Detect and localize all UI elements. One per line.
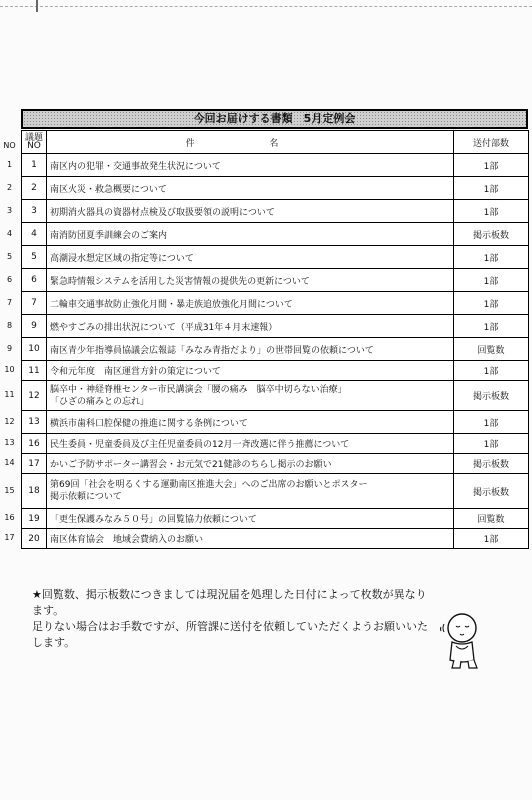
copies-cell: 回覧数 [454,338,529,361]
subject-cell: かいご予防サポーター講習会・お元気で21健診のちらし掲示のお願い [47,454,454,474]
side-no: 5 [6,251,13,261]
subject-cell: 民生委員・児童委員及び主任児童委員の12月一斉改選に伴う推薦について [47,434,454,454]
copies-cell: 1部 [454,269,529,292]
subject-cell: 「更生保護みなみ５０号」の回覧協力依頼について [47,509,454,529]
subject-cell: 高潮浸水想定区域の指定等について [47,246,454,269]
side-no: 13 [4,438,15,447]
notes [32,587,432,651]
copies-cell: 掲示板数 [454,474,529,509]
table-row [22,411,529,434]
subject-cell: 南消防団夏季訓練会のご案内 [47,223,454,246]
copies-cell: 1部 [454,315,529,338]
table-row [22,474,529,509]
table-header-row [22,131,529,154]
agenda-no-cell: 3 [22,200,47,223]
scan-edge-line [0,6,532,7]
table-row [22,269,529,292]
copies-cell: 1部 [454,292,529,315]
agenda-no-cell: 7 [22,292,47,315]
document-title: 今回お届けする書類 5月定例会 [21,109,528,129]
side-no: 15 [4,485,15,495]
copies-cell: 掲示板数 [454,454,529,474]
subject-cell: 緊急時情報システムを活用した災害情報の提供先の更新について [47,269,454,292]
side-no: 14 [4,458,15,467]
subject-cell: 南区青少年指導員協議会広報誌「みなみ青指だより」の世帯回覧の依頼について [47,338,454,361]
agenda-no-cell: 1 [22,154,47,177]
table-row [22,246,529,269]
side-no: 17 [4,533,15,542]
subject-header: 件 名 [47,131,454,154]
side-no: 8 [6,320,13,330]
table-row [22,509,529,529]
copies-cell: 掲示板数 [454,381,529,411]
copies-cell: 1部 [454,200,529,223]
documents-table [21,130,529,549]
subject-cell: 令和元年度 南区運営方針の策定について [47,361,454,381]
table-body [22,154,529,549]
side-no: 4 [6,228,13,238]
table-row [22,434,529,454]
subject-cell: 脳卒中・神経脊椎センター市民講演会「腰の痛み 脳卒中切らない治療」 「ひざの痛みとの忘れ」 [47,381,454,411]
note-line-1: ★回覧数、掲示板数につきましては現況届を処理した日付によって枚数が異なります。 [32,588,427,617]
subject-cell: 南区体育協会 地域会費納入のお願い [47,529,454,549]
agenda-no-header [22,131,47,154]
note-line-2: 足りない場合はお手数ですが、所管課に送付を依頼していただくようお願いいたします。 [32,620,428,649]
copies-cell: 1部 [454,361,529,381]
table-row [22,381,529,411]
copies-cell: 掲示板数 [454,223,529,246]
copies-cell: 回覧数 [454,509,529,529]
agenda-no-cell: 6 [22,269,47,292]
side-no: 7 [6,297,13,307]
subject-cell: 横浜市歯科口腔保健の推進に関する条例について [47,411,454,434]
side-no: 9 [6,343,13,353]
table-row [22,223,529,246]
side-no: 12 [4,416,15,426]
agenda-no-cell: 20 [22,529,47,549]
agenda-no-cell: 17 [22,454,47,474]
subject-cell: 南区火災・救急概要について [47,177,454,200]
table-row [22,292,529,315]
table-row [22,315,529,338]
copies-header: 送付部数 [454,131,529,154]
side-no: 10 [4,365,15,374]
agenda-no-cell: 13 [22,411,47,434]
side-no: 11 [4,390,15,399]
table-row [22,200,529,223]
table-row [22,338,529,361]
subject-cell: 南区内の犯罪・交通事故発生状況について [47,154,454,177]
copies-cell: 1部 [454,177,529,200]
agenda-no-cell: 19 [22,509,47,529]
agenda-no-cell: 11 [22,361,47,381]
side-no: 6 [6,274,13,284]
agenda-no-cell: 5 [22,246,47,269]
side-no: 3 [6,205,13,215]
agenda-no-cell: 18 [22,474,47,509]
side-no-header: NO [3,141,16,150]
agenda-no-cell: 9 [22,315,47,338]
side-no: 16 [4,513,15,522]
agenda-no-cell: 2 [22,177,47,200]
table-row [22,154,529,177]
subject-cell: 初期消火器具の資器材点検及び取扱要領の説明について [47,200,454,223]
agenda-no-cell: 12 [22,381,47,411]
subject-cell: 燃やすごみの排出状況について（平成31年４月末速報） [47,315,454,338]
copies-cell: 1部 [454,411,529,434]
bowing-mascot-icon [434,610,500,672]
side-no: 2 [6,182,13,192]
copies-cell: 1部 [454,529,529,549]
agenda-no-cell: 4 [22,223,47,246]
copies-cell: 1部 [454,434,529,454]
agenda-no-cell: 16 [22,434,47,454]
table-row [22,529,529,549]
copies-cell: 1部 [454,154,529,177]
subject-cell: 第69回「社会を明るくする運動南区推進大会」へのご出席のお願いとポスター 掲示依頼について [47,474,454,509]
agenda-no-cell: 10 [22,338,47,361]
agenda-no-header-label: 議題 NO [25,133,44,151]
subject-cell: 二輪車交通事故防止強化月間・暴走族追放強化月間について [47,292,454,315]
table-row [22,454,529,474]
table-row [22,361,529,381]
table-row [22,177,529,200]
side-no: 1 [6,159,13,169]
scan-mark [36,0,38,12]
copies-cell: 1部 [454,246,529,269]
